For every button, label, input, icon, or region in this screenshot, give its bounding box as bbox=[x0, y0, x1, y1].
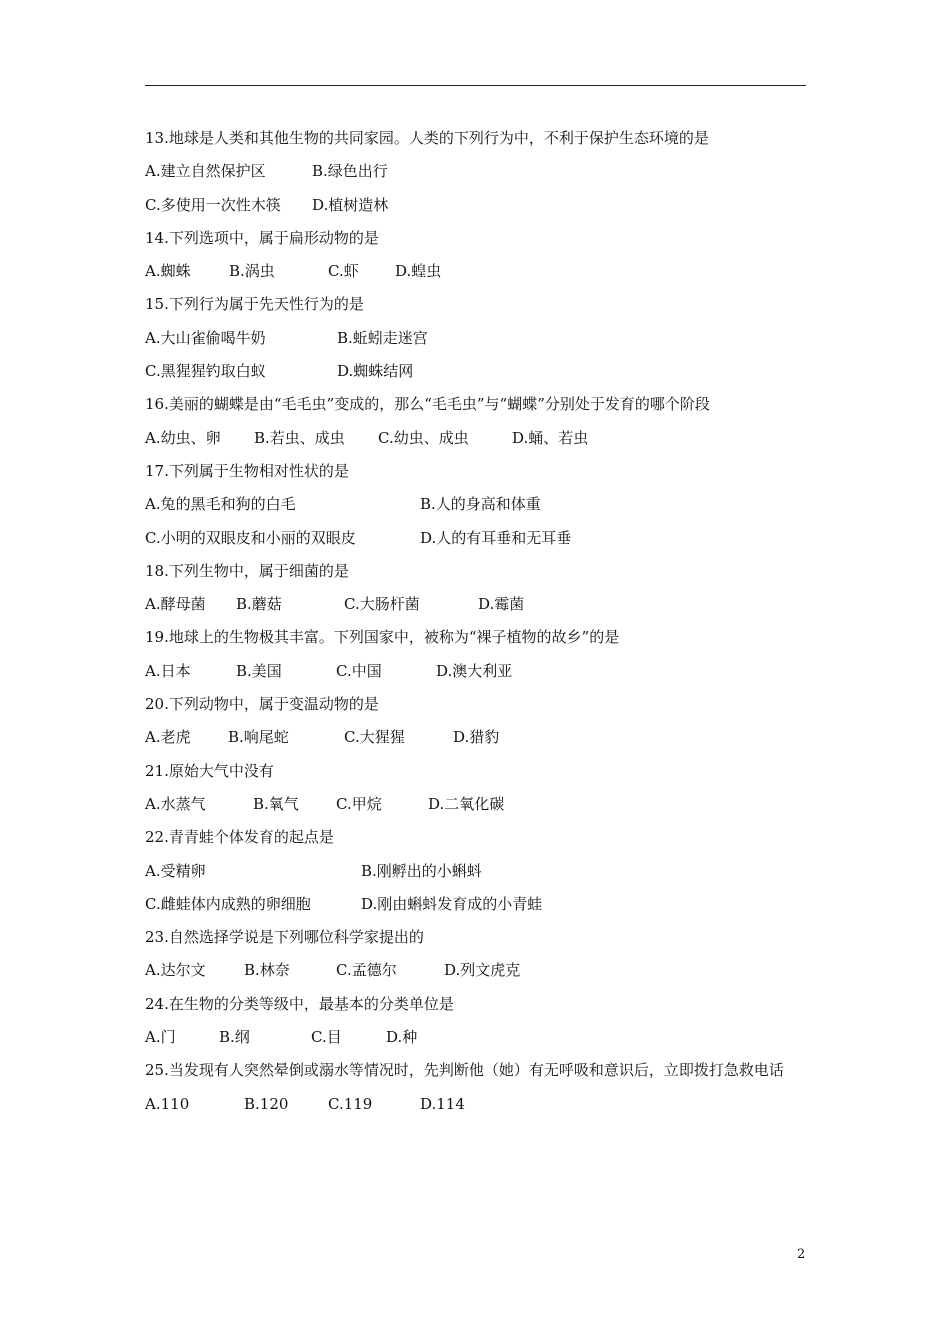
option-row bbox=[145, 588, 810, 621]
option-row bbox=[145, 355, 810, 388]
question-stem: 20.下列动物中，属于变温动物的是 bbox=[145, 695, 379, 714]
question-stem: 21.原始大气中没有 bbox=[145, 761, 274, 780]
option: D.二氧化碳 bbox=[428, 794, 505, 813]
option-row bbox=[145, 189, 810, 222]
option: A.大山雀偷喝牛奶 bbox=[145, 328, 266, 347]
option: C.小明的双眼皮和小丽的双眼皮 bbox=[145, 528, 356, 547]
option: A.兔的黑毛和狗的白毛 bbox=[145, 495, 296, 514]
question-stem: 17.下列属于生物相对性状的是 bbox=[145, 461, 349, 480]
option: B.绿色出行 bbox=[312, 162, 388, 181]
option: A.达尔文 bbox=[145, 961, 206, 980]
option: B.林奈 bbox=[244, 961, 290, 980]
option: C.雌蛙体内成熟的卵细胞 bbox=[145, 894, 311, 913]
option-row bbox=[145, 888, 810, 921]
option-row bbox=[145, 1088, 810, 1121]
option: D.种 bbox=[386, 1028, 418, 1047]
option: B.涡虫 bbox=[229, 262, 275, 281]
option: D.蝗虫 bbox=[395, 262, 442, 281]
option-row bbox=[145, 721, 810, 754]
header-rule bbox=[145, 85, 806, 86]
option: D.植树造林 bbox=[312, 195, 389, 214]
option-row bbox=[145, 522, 810, 555]
question-stem: 16.美丽的蝴蝶是由“毛毛虫”变成的，那么“毛毛虫”与“蝴蝶”分别处于发育的哪个阶段 bbox=[145, 395, 710, 414]
option: C.大猩猩 bbox=[344, 728, 405, 747]
option: D.蜘蛛结网 bbox=[337, 362, 414, 381]
option: B.美国 bbox=[236, 661, 282, 680]
option: D.人的有耳垂和无耳垂 bbox=[420, 528, 572, 547]
question-stem: 25.当发现有人突然晕倒或溺水等情况时，先判断他（她）有无呼吸和意识后，立即拨打急救电话 bbox=[145, 1061, 784, 1080]
option: C.虾 bbox=[328, 262, 359, 281]
question-stem: 15.下列行为属于先天性行为的是 bbox=[145, 295, 364, 314]
option: D.澳大利亚 bbox=[436, 661, 513, 680]
question-stem: 13.地球是人类和其他生物的共同家园。人类的下列行为中，不利于保护生态环境的是 bbox=[145, 129, 709, 147]
option: B.氧气 bbox=[253, 794, 299, 813]
page-number: 2 bbox=[797, 1247, 806, 1262]
option-row bbox=[145, 788, 810, 821]
option: B.若虫、成虫 bbox=[254, 428, 345, 447]
option: B.蘑菇 bbox=[236, 595, 282, 614]
option-row bbox=[145, 155, 810, 188]
option-row bbox=[145, 954, 810, 987]
option: C.多使用一次性木筷 bbox=[145, 195, 281, 214]
option: A.水蒸气 bbox=[145, 794, 206, 813]
option-row bbox=[145, 855, 810, 888]
option: A.110 bbox=[145, 1094, 190, 1113]
question-list bbox=[145, 122, 810, 1121]
option: B.蚯蚓走迷宫 bbox=[337, 328, 428, 347]
option: C.甲烷 bbox=[336, 794, 382, 813]
question-stem: 19.地球上的生物极其丰富。下列国家中，被称为“裸子植物的故乡”的是 bbox=[145, 628, 620, 647]
question-stem: 24.在生物的分类等级中，最基本的分类单位是 bbox=[145, 994, 454, 1013]
option: D.刚由蝌蚪发育成的小青蛙 bbox=[361, 894, 543, 913]
question-stem: 22.青青蛙个体发育的起点是 bbox=[145, 828, 334, 847]
option: C.119 bbox=[328, 1094, 373, 1113]
option-row bbox=[145, 322, 810, 355]
option: A.门 bbox=[145, 1028, 176, 1047]
option: A.幼虫、卵 bbox=[145, 428, 221, 447]
question-stem: 18.下列生物中，属于细菌的是 bbox=[145, 561, 349, 580]
option: C.黑猩猩钓取白蚁 bbox=[145, 362, 266, 381]
question-stem: 14.下列选项中，属于扁形动物的是 bbox=[145, 228, 379, 247]
option: C.目 bbox=[311, 1028, 342, 1047]
option-row bbox=[145, 422, 810, 455]
option: A.蜘蛛 bbox=[145, 262, 191, 281]
option: A.老虎 bbox=[145, 728, 191, 747]
question-stem: 23.自然选择学说是下列哪位科学家提出的 bbox=[145, 928, 424, 947]
option-row bbox=[145, 1021, 810, 1054]
option: A.酵母菌 bbox=[145, 595, 206, 614]
option: B.响尾蛇 bbox=[228, 728, 289, 747]
option: D.列文虎克 bbox=[444, 961, 521, 980]
option: D.霉菌 bbox=[478, 595, 525, 614]
option: C.孟德尔 bbox=[336, 961, 397, 980]
option: C.幼虫、成虫 bbox=[378, 428, 469, 447]
option-row bbox=[145, 488, 810, 521]
option: D.蛹、若虫 bbox=[512, 428, 589, 447]
option: B.刚孵出的小蝌蚪 bbox=[361, 861, 482, 880]
option-row bbox=[145, 255, 810, 288]
option: B.纲 bbox=[219, 1028, 250, 1047]
option: C.中国 bbox=[336, 661, 382, 680]
option: C.大肠杆菌 bbox=[344, 595, 420, 614]
option: D.猎豹 bbox=[453, 728, 500, 747]
option: B.120 bbox=[244, 1094, 289, 1113]
option: B.人的身高和体重 bbox=[420, 495, 541, 514]
option-row bbox=[145, 655, 810, 688]
option: D.114 bbox=[420, 1094, 465, 1113]
option: A.日本 bbox=[145, 661, 191, 680]
option: A.建立自然保护区 bbox=[145, 162, 266, 181]
option: A.受精卵 bbox=[145, 861, 206, 880]
